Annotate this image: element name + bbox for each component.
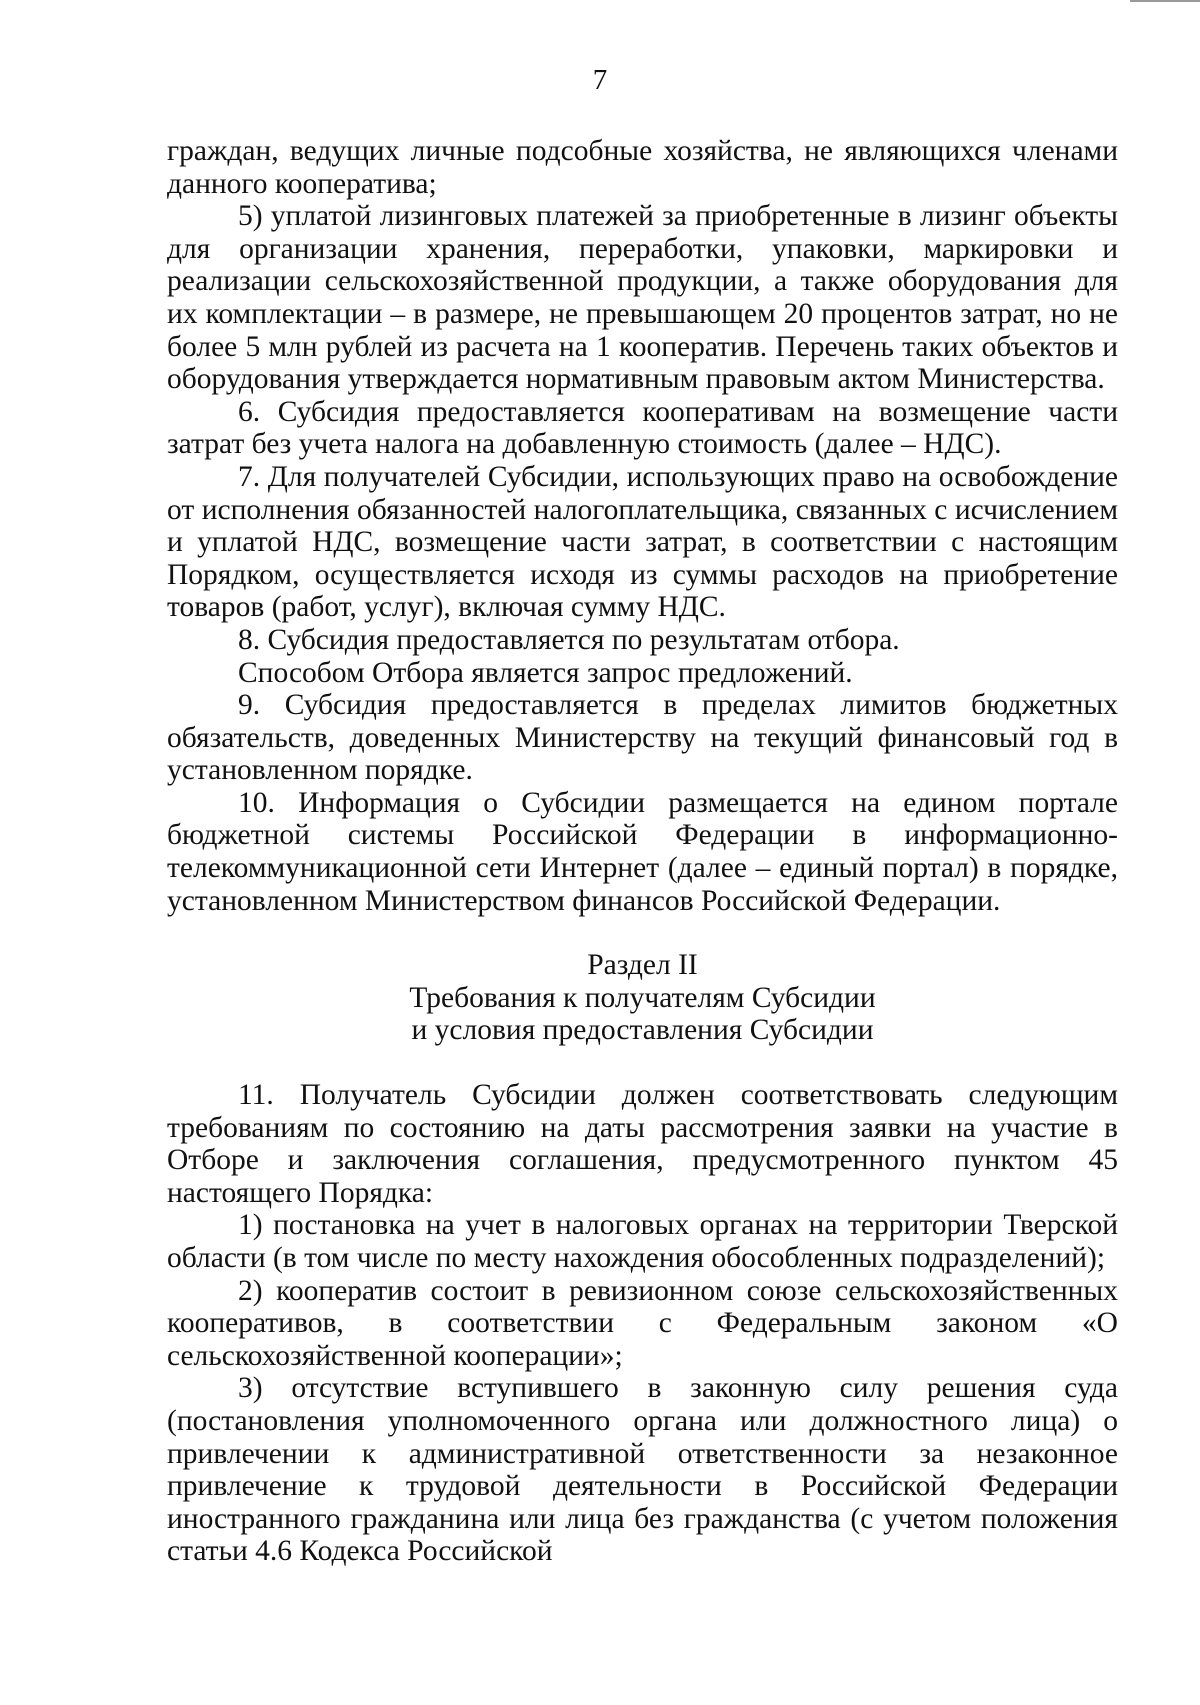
paragraph: 3) отсутствие вступившего в законную силу решения суда (постановления уполномоченного органа или должностного лица) о привлечении к административной ответственности за незаконное привлечение к трудовой деятельности в Российской Федерации иностранного гражданина или лица без гражданства (с учетом положения статьи 4.6 Кодекса Российской	[167, 1372, 1118, 1568]
paragraph: 10. Информация о Субсидии размещается на едином портале бюджетной системы Российской Федерации в информационно-телекоммуникационной сети Интернет (далее – единый портал) в порядке, установленном Министерством финансов Российской Федерации.	[167, 786, 1118, 917]
paragraph: 7. Для получателей Субсидии, использующих право на освобождение от исполнения обязанностей налогоплательщика, связанных с исчислением и уплатой НДС, возмещение части затрат, в соответствии с настоящим Порядком, осуществляется исходя из суммы расходов на приобретение товаров (работ, услуг), включая сумму НДС.	[167, 460, 1118, 624]
section-label: Раздел II	[587, 949, 698, 982]
paragraph: граждан, ведущих личные подсобные хозяйства, не являющихся членами данного кооператива;	[167, 135, 1118, 200]
section-title-line: Требования к получателям Субсидии	[409, 981, 876, 1014]
page-number: 7	[592, 64, 608, 96]
paragraph: 5) уплатой лизинговых платежей за приобретенные в лизинг объекты для организации хранения, переработки, упаковки, маркировки и реализации сельскохозяйственной продукции, а также оборудования для их комплектации – в размере, не превышающем 20 процентов затрат, но не более 5 млн рублей из расчета на 1 кооператив. Перечень таких объектов и оборудования утверждается нормативным правовым актом Министерства.	[167, 200, 1118, 396]
paragraph: 6. Субсидия предоставляется кооперативам на возмещение части затрат без учета налога на добавленную стоимость (далее – НДС).	[167, 395, 1118, 461]
paragraph: 11. Получатель Субсидии должен соответствовать следующим требованиям по состоянию на даты рассмотрения заявки на участие в Отборе и заключения соглашения, предусмотренного пунктом 45 настоящего Порядка:	[167, 1079, 1118, 1209]
paragraph: 2) кооператив состоит в ревизионном союзе сельскохозяйственных кооперативов, в соответствии с Федеральным законом «О сельскохозяйственной кооперации»;	[167, 1274, 1118, 1372]
paragraph: 1) постановка на учет в налоговых органах на территории Тверской области (в том числе по месту нахождения обособленных подразделений);	[167, 1209, 1118, 1274]
section-title-line: и условия предоставления Субсидии	[411, 1014, 874, 1047]
paragraph: 8. Субсидия предоставляется по результатам отбора.	[238, 623, 900, 656]
scan-edge-mark	[1130, 0, 1200, 2]
section-heading	[167, 949, 1118, 1047]
paragraph: 9. Субсидия предоставляется в пределах лимитов бюджетных обязательств, доведенных Министерству на текущий финансовый год в установленном порядке.	[167, 689, 1118, 787]
section-spacer	[167, 1047, 1118, 1079]
paragraph: Способом Отбора является запрос предложений.	[238, 656, 853, 689]
document-body	[167, 135, 1118, 1568]
